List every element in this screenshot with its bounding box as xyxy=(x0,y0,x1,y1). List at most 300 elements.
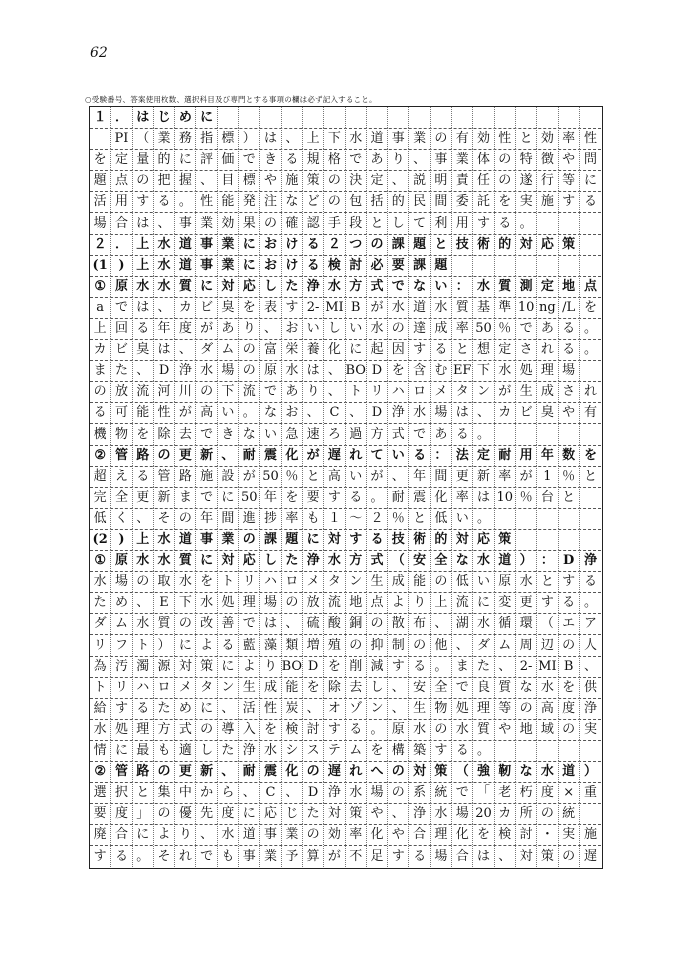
grid-cell: BO xyxy=(282,656,303,677)
grid-cell: 、 xyxy=(282,782,303,803)
grid-cell: と xyxy=(452,339,473,360)
grid-cell: い xyxy=(431,276,452,297)
grid-cell: な xyxy=(409,276,430,297)
grid-cell: た xyxy=(90,592,111,613)
grid-cell: a xyxy=(90,297,111,318)
grid-cell: も xyxy=(218,846,239,867)
grid-cell: 入 xyxy=(239,719,260,740)
grid-cell: の xyxy=(175,613,196,634)
answer-row xyxy=(90,381,601,403)
grid-cell: で xyxy=(452,677,473,698)
grid-cell: 、 xyxy=(154,213,175,234)
grid-cell: ま xyxy=(175,487,196,508)
grid-cell: 対 xyxy=(516,234,537,255)
grid-cell: す xyxy=(133,191,154,212)
grid-cell: 事 xyxy=(175,213,196,234)
grid-cell xyxy=(580,803,601,824)
grid-cell: れ xyxy=(537,339,558,360)
grid-cell: 準 xyxy=(495,297,516,318)
grid-cell xyxy=(559,107,580,128)
answer-row xyxy=(90,529,601,551)
grid-cell: と xyxy=(431,234,452,255)
grid-cell: 、 xyxy=(495,846,516,867)
grid-cell: 。 xyxy=(473,508,494,529)
grid-cell: 化 xyxy=(431,487,452,508)
grid-cell: 削 xyxy=(346,656,367,677)
grid-cell: 更 xyxy=(175,761,196,782)
grid-cell: 業 xyxy=(452,149,473,170)
answer-row xyxy=(90,677,601,699)
grid-cell: 方 xyxy=(346,276,367,297)
grid-cell: ２ xyxy=(324,234,345,255)
grid-cell: 策 xyxy=(559,234,580,255)
grid-cell: 用 xyxy=(516,445,537,466)
grid-cell: を xyxy=(559,677,580,698)
grid-cell xyxy=(580,234,601,255)
grid-cell: す xyxy=(282,297,303,318)
grid-cell: 括 xyxy=(367,191,388,212)
grid-cell: 討 xyxy=(303,719,324,740)
grid-cell: よ xyxy=(196,635,217,656)
grid-cell: ス xyxy=(303,740,324,761)
grid-cell: に xyxy=(218,487,239,508)
grid-cell: 浄 xyxy=(583,700,597,716)
grid-cell: 果 xyxy=(239,213,260,234)
grid-cell: や xyxy=(559,402,580,423)
grid-cell: 水 xyxy=(324,550,345,571)
grid-cell: /L xyxy=(559,297,580,318)
grid-cell: 浄 xyxy=(388,402,409,423)
grid-cell: 場 xyxy=(260,592,281,613)
grid-cell: 応 xyxy=(473,529,494,550)
grid-cell: の xyxy=(537,803,558,824)
grid-cell: 管 xyxy=(111,761,132,782)
grid-cell xyxy=(495,508,516,529)
grid-cell: 等 xyxy=(559,170,580,191)
grid-cell: 過 xyxy=(346,424,367,445)
grid-cell: 生 xyxy=(409,698,430,719)
grid-cell: け xyxy=(282,255,303,276)
grid-cell: の xyxy=(559,719,580,740)
grid-cell: き xyxy=(218,424,239,445)
grid-cell: 酸 xyxy=(324,613,345,634)
grid-cell: る xyxy=(431,339,452,360)
grid-cell: 対 xyxy=(409,761,430,782)
grid-cell: ロ xyxy=(154,677,175,698)
grid-cell: 水 xyxy=(154,234,175,255)
grid-cell: と xyxy=(583,468,597,484)
grid-cell: 間 xyxy=(218,508,239,529)
grid-cell: 道 xyxy=(409,297,430,318)
grid-cell: の xyxy=(239,529,260,550)
grid-cell: 、 xyxy=(282,128,303,149)
grid-cell: を xyxy=(388,360,409,381)
grid-cell: の xyxy=(409,635,430,656)
grid-cell: 震 xyxy=(409,487,430,508)
grid-cell: 的 xyxy=(431,529,452,550)
grid-cell: カ xyxy=(175,297,196,318)
grid-cell: 場 xyxy=(218,360,239,381)
grid-cell: 道 xyxy=(175,234,196,255)
grid-cell: ： xyxy=(452,276,473,297)
grid-cell: 応 xyxy=(239,276,260,297)
grid-cell: 栄 xyxy=(282,339,303,360)
answer-row xyxy=(90,107,601,129)
grid-cell: 課 xyxy=(260,529,281,550)
grid-cell xyxy=(473,255,494,276)
grid-cell: る xyxy=(303,234,324,255)
grid-cell: 20 xyxy=(473,803,494,824)
grid-cell: 統 xyxy=(559,803,580,824)
grid-cell: 道 xyxy=(559,761,580,782)
grid-cell: ) xyxy=(111,529,132,550)
grid-cell: 集 xyxy=(154,782,175,803)
grid-cell: 10 xyxy=(495,487,516,508)
grid-cell: 起 xyxy=(367,339,388,360)
grid-cell: ① xyxy=(90,550,111,571)
grid-cell: と xyxy=(559,487,580,508)
grid-cell: 予 xyxy=(282,846,303,867)
grid-cell: 策 xyxy=(495,529,516,550)
grid-cell: あ xyxy=(367,149,388,170)
grid-cell: （ xyxy=(388,550,409,571)
grid-cell: 水 xyxy=(133,550,154,571)
grid-cell: 効 xyxy=(324,824,345,845)
grid-cell: 応 xyxy=(239,550,260,571)
grid-cell: × xyxy=(559,782,580,803)
grid-cell: 、 xyxy=(154,297,175,318)
grid-cell xyxy=(516,107,537,128)
grid-cell: 施 xyxy=(282,170,303,191)
grid-cell: ト xyxy=(218,571,239,592)
grid-cell: 処 xyxy=(218,592,239,613)
grid-cell xyxy=(516,255,537,276)
grid-cell: ン xyxy=(346,571,367,592)
grid-cell: や xyxy=(260,170,281,191)
grid-cell: 含 xyxy=(409,360,430,381)
grid-cell: れ xyxy=(583,384,597,400)
grid-cell: 新 xyxy=(196,761,217,782)
grid-cell: 遂 xyxy=(516,170,537,191)
grid-cell: 更 xyxy=(175,445,196,466)
grid-cell: す xyxy=(388,656,409,677)
grid-cell: 上 xyxy=(431,592,452,613)
grid-cell: 基 xyxy=(473,297,494,318)
grid-cell: る xyxy=(583,194,597,210)
grid-cell: 「 xyxy=(473,782,494,803)
grid-cell: 、 xyxy=(324,360,345,381)
grid-cell: お xyxy=(260,255,281,276)
grid-cell: 水 xyxy=(495,360,516,381)
grid-cell: な xyxy=(239,424,260,445)
grid-cell: 路 xyxy=(133,445,154,466)
grid-cell xyxy=(218,107,239,128)
grid-cell: 、 xyxy=(388,803,409,824)
grid-cell: 場 xyxy=(367,782,388,803)
grid-cell: 化 xyxy=(324,339,345,360)
grid-cell xyxy=(367,107,388,128)
grid-cell: 水 xyxy=(367,318,388,339)
grid-cell: を xyxy=(583,447,597,463)
grid-cell: 重 xyxy=(583,785,597,801)
grid-cell: ビ xyxy=(196,297,217,318)
grid-cell: ） xyxy=(239,128,260,149)
grid-cell: じ xyxy=(154,107,175,128)
grid-cell: 情 xyxy=(90,740,111,761)
grid-cell: カ xyxy=(495,803,516,824)
answer-row xyxy=(90,149,601,171)
grid-cell: に xyxy=(239,803,260,824)
grid-cell: ダ xyxy=(90,613,111,634)
grid-cell: の xyxy=(175,508,196,529)
grid-cell xyxy=(580,487,601,508)
grid-cell: 。 xyxy=(583,342,597,358)
grid-cell: は xyxy=(473,487,494,508)
grid-cell: に xyxy=(218,656,239,677)
grid-cell: や xyxy=(367,803,388,824)
grid-cell: 業 xyxy=(196,213,217,234)
grid-cell: ロ xyxy=(409,381,430,402)
grid-cell: の xyxy=(495,149,516,170)
grid-cell: 生 xyxy=(239,677,260,698)
grid-cell: で xyxy=(196,846,217,867)
grid-cell: の xyxy=(367,234,388,255)
grid-cell: （ xyxy=(452,761,473,782)
grid-cell: 低 xyxy=(431,508,452,529)
grid-cell: 場 xyxy=(452,803,473,824)
grid-cell: よ xyxy=(239,656,260,677)
grid-cell: 法 xyxy=(452,445,473,466)
grid-cell: 任 xyxy=(473,170,494,191)
grid-cell: 水 xyxy=(452,719,473,740)
grid-cell: の xyxy=(133,170,154,191)
grid-cell: 施 xyxy=(583,827,597,843)
grid-cell xyxy=(559,740,580,761)
grid-cell: 、 xyxy=(175,339,196,360)
grid-cell: で xyxy=(260,381,281,402)
grid-cell: の xyxy=(90,381,111,402)
grid-cell: で xyxy=(346,149,367,170)
grid-cell: の xyxy=(367,613,388,634)
grid-cell: 場 xyxy=(431,402,452,423)
grid-cell: 給 xyxy=(90,698,111,719)
grid-cell: MI xyxy=(324,297,345,318)
grid-cell: い xyxy=(260,424,281,445)
grid-cell: 廃 xyxy=(90,824,111,845)
grid-cell: ） xyxy=(583,764,597,780)
grid-cell: 等 xyxy=(495,698,516,719)
grid-cell: 管 xyxy=(111,445,132,466)
grid-cell: 低 xyxy=(90,508,111,529)
grid-cell: ン xyxy=(367,698,388,719)
grid-cell xyxy=(580,213,601,234)
grid-cell: 択 xyxy=(111,782,132,803)
grid-cell: す xyxy=(324,719,345,740)
grid-cell: メ xyxy=(431,381,452,402)
grid-cell: 地 xyxy=(346,592,367,613)
grid-cell: 道 xyxy=(175,529,196,550)
grid-cell: テ xyxy=(324,740,345,761)
grid-cell: 藍 xyxy=(239,635,260,656)
grid-cell: る xyxy=(495,213,516,234)
grid-cell: 全 xyxy=(431,550,452,571)
grid-cell: 処 xyxy=(516,360,537,381)
grid-cell: や xyxy=(388,824,409,845)
grid-cell: 指 xyxy=(196,128,217,149)
grid-cell: ハ xyxy=(133,677,154,698)
grid-cell: め xyxy=(175,107,196,128)
grid-cell: C xyxy=(260,782,281,803)
grid-cell: 水 xyxy=(154,255,175,276)
grid-cell: 水 xyxy=(175,571,196,592)
grid-cell: 術 xyxy=(473,234,494,255)
grid-cell: 安 xyxy=(409,550,430,571)
grid-cell: す xyxy=(409,339,430,360)
grid-cell: す xyxy=(559,571,580,592)
grid-cell: 高 xyxy=(537,698,558,719)
grid-cell: で xyxy=(111,297,132,318)
grid-cell: 徴 xyxy=(537,149,558,170)
grid-cell: た xyxy=(282,550,303,571)
grid-cell: 質 xyxy=(452,297,473,318)
grid-cell: 発 xyxy=(239,191,260,212)
grid-cell: 良 xyxy=(473,677,494,698)
grid-cell: の xyxy=(495,170,516,191)
grid-cell: は xyxy=(154,339,175,360)
grid-cell: が xyxy=(196,318,217,339)
grid-cell: 急 xyxy=(282,424,303,445)
grid-cell: 水 xyxy=(324,276,345,297)
grid-cell: (1 xyxy=(90,255,111,276)
grid-cell: 水 xyxy=(537,677,558,698)
grid-cell: 要 xyxy=(303,487,324,508)
grid-cell: る xyxy=(409,656,430,677)
grid-cell: 能 xyxy=(133,402,154,423)
grid-cell: 率 xyxy=(452,318,473,339)
grid-cell: と xyxy=(303,466,324,487)
grid-cell: リ xyxy=(111,677,132,698)
grid-cell: 。 xyxy=(239,402,260,423)
grid-cell: 系 xyxy=(409,782,430,803)
grid-cell: 業 xyxy=(282,824,303,845)
grid-cell: 年 xyxy=(260,487,281,508)
grid-cell: シ xyxy=(282,740,303,761)
answer-row xyxy=(90,846,601,867)
grid-cell: 度 xyxy=(218,803,239,824)
grid-cell: ） xyxy=(516,550,537,571)
answer-row xyxy=(90,698,601,720)
grid-cell: 能 xyxy=(218,191,239,212)
answer-row xyxy=(90,213,601,235)
grid-cell: は xyxy=(260,613,281,634)
grid-cell: 説 xyxy=(409,170,430,191)
grid-cell: エ xyxy=(559,613,580,634)
grid-cell: が xyxy=(367,297,388,318)
grid-cell: ら xyxy=(218,782,239,803)
grid-cell: に xyxy=(175,635,196,656)
grid-cell: 浄 xyxy=(239,740,260,761)
grid-cell: 高 xyxy=(196,402,217,423)
grid-cell: 質 xyxy=(473,719,494,740)
grid-cell: 式 xyxy=(388,424,409,445)
grid-cell: 新 xyxy=(154,487,175,508)
grid-cell: て xyxy=(367,445,388,466)
instruction-note: ○受験番号、答案使用枚数、選択科目及び専門とする事項の欄は必ず記入すること。 xyxy=(85,95,377,104)
grid-cell: ダ xyxy=(473,635,494,656)
grid-cell: 、 xyxy=(303,698,324,719)
grid-cell: 生 xyxy=(367,571,388,592)
grid-cell: 湖 xyxy=(452,613,473,634)
grid-cell: の xyxy=(303,761,324,782)
grid-cell: 水 xyxy=(473,550,494,571)
grid-cell: を xyxy=(495,191,516,212)
grid-cell: な xyxy=(282,191,303,212)
grid-cell: 効 xyxy=(537,128,558,149)
grid-cell: で xyxy=(452,782,473,803)
grid-cell: る xyxy=(559,339,580,360)
grid-cell: る xyxy=(409,445,430,466)
grid-cell: 利 xyxy=(431,213,452,234)
grid-cell: ど xyxy=(303,191,324,212)
grid-cell xyxy=(282,107,303,128)
grid-cell: の xyxy=(239,360,260,381)
grid-cell: 原 xyxy=(388,719,409,740)
grid-cell: 事 xyxy=(388,128,409,149)
grid-cell: 中 xyxy=(175,782,196,803)
grid-cell: D xyxy=(154,360,175,381)
grid-cell: 適 xyxy=(175,740,196,761)
grid-cell: 耐 xyxy=(495,445,516,466)
grid-cell: 策 xyxy=(431,761,452,782)
grid-cell: 水 xyxy=(346,128,367,149)
grid-cell: お xyxy=(282,402,303,423)
answer-row xyxy=(90,550,601,572)
grid-cell: で xyxy=(239,149,260,170)
grid-cell: 放 xyxy=(111,381,132,402)
grid-cell: ： xyxy=(537,550,558,571)
grid-cell: の xyxy=(196,719,217,740)
grid-cell: PI xyxy=(111,128,132,149)
grid-cell: も xyxy=(303,508,324,529)
grid-cell: 策 xyxy=(196,656,217,677)
grid-cell: 朽 xyxy=(516,782,537,803)
grid-cell: 事 xyxy=(196,234,217,255)
grid-cell xyxy=(580,508,601,529)
grid-cell: ． xyxy=(111,234,132,255)
grid-cell: 施 xyxy=(196,466,217,487)
grid-cell: 、 xyxy=(260,318,281,339)
grid-cell: 業 xyxy=(218,255,239,276)
grid-cell: E xyxy=(154,592,175,613)
grid-cell: 式 xyxy=(175,719,196,740)
grid-cell: に xyxy=(133,824,154,845)
grid-cell: り xyxy=(175,824,196,845)
grid-cell: リ xyxy=(90,635,111,656)
grid-cell: 富 xyxy=(260,339,281,360)
grid-cell: 必 xyxy=(367,255,388,276)
grid-cell: に xyxy=(473,592,494,613)
grid-cell: の xyxy=(133,571,154,592)
grid-cell: 汚 xyxy=(111,656,132,677)
grid-cell: 環 xyxy=(516,613,537,634)
grid-cell: の xyxy=(260,213,281,234)
grid-cell: す xyxy=(388,846,409,867)
grid-cell: で xyxy=(239,613,260,634)
grid-cell: 。 xyxy=(367,719,388,740)
grid-cell: た xyxy=(473,656,494,677)
grid-cell: 事 xyxy=(431,149,452,170)
grid-cell: 水 xyxy=(473,613,494,634)
